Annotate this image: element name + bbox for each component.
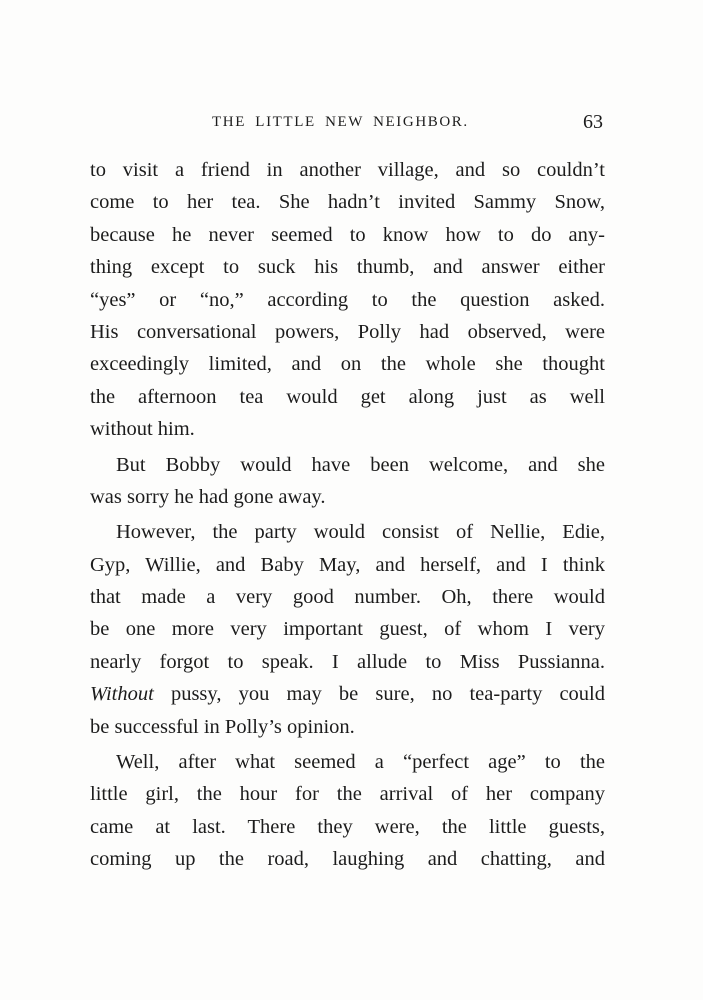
italic-emphasis: Without <box>90 683 154 706</box>
text-line: be successful in Polly’s opinion. <box>90 715 355 738</box>
text-line: However, the party would consist of Nellie, Edie, <box>116 521 605 544</box>
text-line: be one more very important guest, of whom I very <box>90 618 605 641</box>
text-line: nearly forgot to speak. I allude to Miss Pussianna. <box>90 650 605 673</box>
text-line: because he never seemed to know how to do any- <box>90 223 605 246</box>
text-line: the afternoon tea would get along just as well <box>90 385 605 408</box>
paragraph <box>90 746 605 876</box>
text-line: to visit a friend in another village, and so couldn’t <box>90 159 605 181</box>
text-line: But Bobby would have been welcome, and she <box>116 453 605 476</box>
running-header <box>0 111 703 138</box>
text-line: Gyp, Willie, and Baby May, and herself, and I think <box>90 553 605 576</box>
body-text <box>90 154 605 876</box>
paragraph <box>90 154 605 446</box>
text-line: without him. <box>90 418 195 441</box>
running-title: THE LITTLE NEW NEIGHBOR. <box>212 114 469 130</box>
text-line: came at last. There they were, the little guests, <box>90 815 605 838</box>
page-number: 63 <box>583 111 603 133</box>
text-line: thing except to suck his thumb, and answer either <box>90 256 605 279</box>
text-line-with-italic <box>90 678 605 710</box>
text-line: little girl, the hour for the arrival of her company <box>90 783 605 806</box>
text-line: coming up the road, laughing and chatting, and <box>90 848 605 871</box>
text-line: come to her tea. She hadn’t invited Sammy Snow, <box>90 191 605 214</box>
text-line: “yes” or “no,” according to the question asked. <box>90 288 605 311</box>
text-line: was sorry he had gone away. <box>90 485 326 508</box>
text-line: that made a very good number. Oh, there would <box>90 586 605 609</box>
paragraph <box>90 516 605 743</box>
paragraph <box>90 449 605 514</box>
text-line: Well, after what seemed a “perfect age” to the <box>116 751 605 774</box>
text-line-remainder: pussy, you may be sure, no tea-party could <box>170 683 606 706</box>
text-line: exceedingly limited, and on the whole she thought <box>90 353 605 376</box>
text-line: His conversational powers, Polly had observed, were <box>90 320 605 343</box>
